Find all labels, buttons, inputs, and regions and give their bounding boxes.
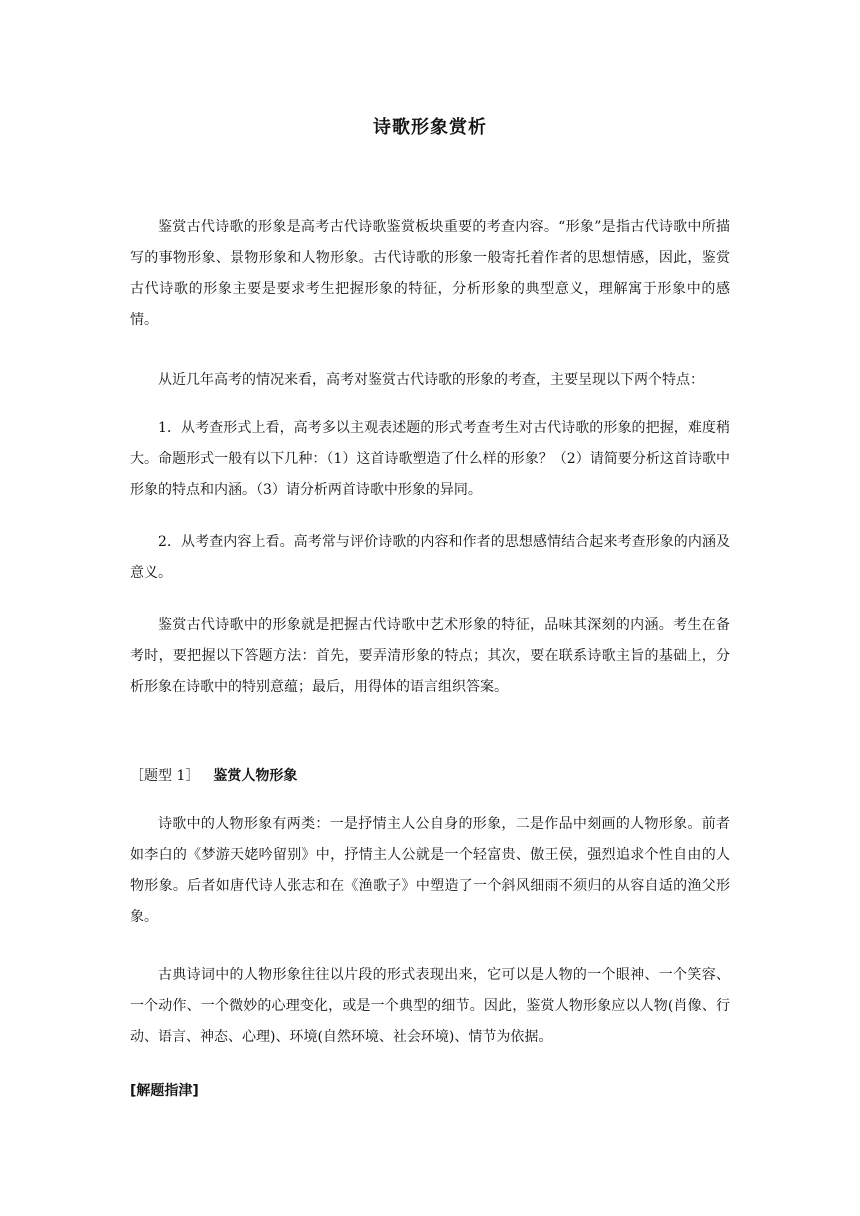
section1-paragraph-2: 古典诗词中的人物形象往往以片段的形式表现出来，它可以是人物的一个眼神、一个笑容、一个动作、一个微妙的心理变化，或是一个典型的细节。因此，鉴赏人物形象应以人物(肖像、行动、语言、神态、心理)、环境(自然环境、社会环境)、情节为依据。 xyxy=(130,967,730,1045)
intro-paragraph-1: 鉴赏古代诗歌的形象是高考古代诗歌鉴赏板块重要的考查内容。“形象”是指古代诗歌中所描写的事物形象、景物形象和人物形象。古代诗歌的形象一般寄托着作者的思想情感，因此，鉴赏古代诗歌的形象主要是要求考生把握形象的特征，分析形象的典型意义，理解寓于形象中的感情。 xyxy=(130,219,730,328)
intro-paragraph-3: 鉴赏古代诗歌中的形象就是把握古代诗歌中艺术形象的特征，品味其深刻的内涵。考生在备考时，要把握以下答题方法：首先，要弄清形象的特点；其次，要在联系诗歌主旨的基础上，分析形象在诗歌中的特别意蕴；最后，用得体的语言组织答案。 xyxy=(130,617,730,695)
intro-point-1: 1．从考查形式上看，高考多以主观表述题的形式考查考生对古代诗歌的形象的把握，难度稍大。命题形式一般有以下几种：（1）这首诗歌塑造了什么样的形象？（2）请简要分析这首诗歌中形象的特点和内涵。（3）请分析两首诗歌中形象的异同。 xyxy=(130,420,730,498)
intro-point-2: 2．从考查内容上看。高考常与评价诗歌的内容和作者的思想感情结合起来考查形象的内涵及意义。 xyxy=(130,534,730,581)
section1-paragraph-1: 诗歌中的人物形象有两类：一是抒情主人公自身的形象，二是作品中刻画的人物形象。前者如李白的《梦游天姥吟留别》中，抒情主人公就是一个轻富贵、傲王侯，强烈追求个性自由的人物形象。后者如唐代诗人张志和在《渔歌子》中塑造了一个斜风细雨不须归的从容自适的渔父形象。 xyxy=(130,816,730,925)
section-tag: ［题型 1］ xyxy=(130,768,200,784)
document-title: 诗歌形象赏析 xyxy=(373,117,487,138)
section-heading-text: 鉴赏人物形象 xyxy=(213,768,298,784)
intro-paragraph-2: 从近几年高考的情况来看，高考对鉴赏古代诗歌的形象的考查，主要呈现以下两个特点： xyxy=(158,372,704,388)
guide-heading: [解题指津] xyxy=(130,1083,199,1099)
section-heading-1 xyxy=(130,761,730,791)
